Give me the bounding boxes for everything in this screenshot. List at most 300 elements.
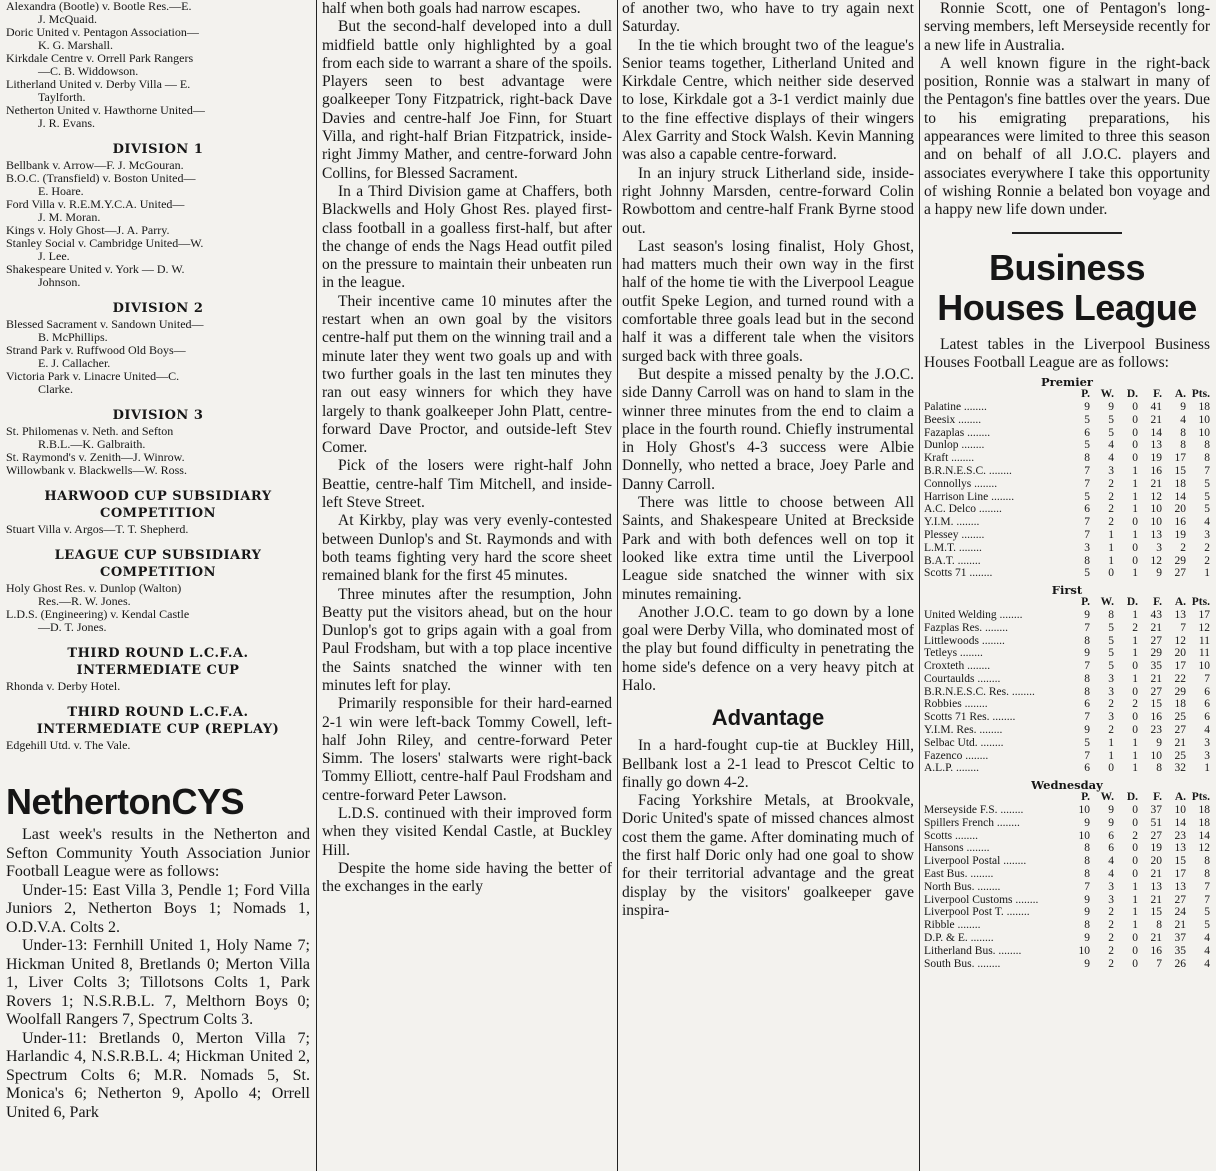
paragraph: of another two, who have to try again next Saturday. <box>622 0 914 36</box>
paragraph: Primarily responsible for their hard-earned 2-1 win were left-back Tommy Cowell, left-half John Riley, and centre-forward Peter Simm. The losers' stalwarts were right-back Tommy Elliott, centre-half Paul Frodsham and centre-forward Peter Lawson. <box>322 695 612 804</box>
table-cell: 27 <box>1150 634 1162 647</box>
team-name: Croxteth ........ <box>924 660 991 673</box>
paragraph: half when both goals had narrow escapes. <box>322 0 581 17</box>
table-cell: 10 <box>1078 829 1090 842</box>
table-cell: 5 <box>1084 736 1090 749</box>
fixture-line: Litherland United v. Derby Villa — E. <box>6 77 191 91</box>
table-cell: 7 <box>1204 893 1210 906</box>
league-cup-fixtures <box>6 582 310 634</box>
wednesday-table <box>924 791 1210 970</box>
table-cell: 6 <box>1084 698 1090 711</box>
fixture-line: L.D.S. (Engineering) v. Kendal Castle <box>6 607 190 621</box>
table-header-cell: A. <box>1174 791 1186 804</box>
paragraph: Their incentive came 10 minutes after the restart when an own goal by the visitors centre-half put them on the winning trail and a minute later they went two goals up and with two further goals in the last ten minutes they ran out easy winners for which they have largely to thank goalkeeper John Platt, centre-forward Dave Proctor, and outside-left Stev Comer. <box>322 292 612 457</box>
table-cell: 20 <box>1174 503 1186 516</box>
table-cell: 9 <box>1156 736 1162 749</box>
table-cell: 8 <box>1084 855 1090 868</box>
table-cell: 8 <box>1156 762 1162 775</box>
harwood-cup-subheading: COMPETITION <box>100 506 216 521</box>
table-cell: 1 <box>1108 749 1114 762</box>
column-fixtures <box>6 0 310 1171</box>
paragraph: There was little to choose between All Saints, and Shakespeare United at Breckside Park and with both defences well on top it looked like extra time until the Liverpool League side snatched the winner with six minutes remaining. <box>622 494 914 603</box>
team-name: Fazplas Res. ........ <box>924 621 1009 634</box>
team-name: Liverpool Postal ........ <box>924 855 1027 868</box>
fixture-line: B. McPhillips. <box>38 330 108 344</box>
fixture-line: Blessed Sacrament v. Sandown United— <box>6 317 204 331</box>
paragraph: But despite a missed penalty by the J.O.C. side Danny Carroll was on hand to slam in the winner three minutes from the end to claim a place in the fourth round. Chiefly instrumental in Holy Ghost's 4-3 success were Albie Donnelly, who netted a brace, Joey Parle and Danny Carroll. <box>622 365 914 493</box>
table-cell: 21 <box>1150 413 1162 426</box>
table-row <box>924 894 1210 907</box>
table-cell: 1 <box>1132 477 1138 490</box>
table-row <box>924 932 1210 945</box>
table-cell: 1 <box>1108 541 1114 554</box>
table-cell: 2 <box>1108 957 1114 970</box>
table-cell: 3 <box>1108 464 1114 477</box>
table-cell: 4 <box>1108 452 1114 465</box>
table-cell: 3 <box>1204 736 1210 749</box>
table-header-cell: A. <box>1174 388 1186 401</box>
table-cell: 27 <box>1150 685 1162 698</box>
table-header-cell: F. <box>1153 388 1162 401</box>
league-intro <box>924 336 1210 373</box>
table-cell: 35 <box>1174 944 1186 957</box>
table-cell: 8 <box>1084 634 1090 647</box>
table-cell: 0 <box>1132 816 1138 829</box>
table-cell: 7 <box>1084 711 1090 724</box>
table-cell: 2 <box>1108 698 1114 711</box>
table-cell: 5 <box>1204 919 1210 932</box>
paragraph: In an injury struck Litherland side, inside-right Johnny Marsden, centre-forward Colin Rowbottom and centre-half Frank Byrne stood out. <box>622 164 914 237</box>
fixture-line: St. Raymond's v. Zenith—J. Winrow. <box>6 450 185 464</box>
table-cell: 5 <box>1204 503 1210 516</box>
team-name: Hansons ........ <box>924 842 990 855</box>
team-name: Spillers French ........ <box>924 816 1020 829</box>
team-name: B.R.N.E.S.C. ........ <box>924 464 1012 477</box>
team-name: B.R.N.E.S.C. Res. ........ <box>924 685 1035 698</box>
table-cell: 0 <box>1132 932 1138 945</box>
table-cell: 0 <box>1132 439 1138 452</box>
table-row <box>924 478 1210 491</box>
table-cell: 7 <box>1084 880 1090 893</box>
table-cell: 2 <box>1108 724 1114 737</box>
table-row <box>924 516 1210 529</box>
third-round-subheading: INTERMEDIATE CUP <box>76 663 240 678</box>
table-header-cell: P. <box>1081 791 1090 804</box>
table-cell: 8 <box>1084 554 1090 567</box>
table-row <box>924 958 1210 971</box>
table-cell: 1 <box>1108 528 1114 541</box>
fixture-line: J. McQuaid. <box>38 12 97 26</box>
table-cell: 10 <box>1150 749 1162 762</box>
table-cell: 0 <box>1132 554 1138 567</box>
table-cell: 21 <box>1150 621 1162 634</box>
fixture-line: Res.—R. W. Jones. <box>38 594 131 608</box>
table-cell: 14 <box>1150 426 1162 439</box>
table-cell: 8 <box>1084 685 1090 698</box>
paragraph: Another J.O.C. team to go down by a lone goal were Derby Villa, who dominated most of the play but found difficulty in penetrating the home side's defence on a very heavy pitch at Halo. <box>622 603 914 694</box>
netherton-cys-results <box>6 826 310 1122</box>
table-cell: 3 <box>1156 541 1162 554</box>
table-cell: 0 <box>1132 868 1138 881</box>
table-cell: 1 <box>1132 893 1138 906</box>
table-row <box>924 945 1210 958</box>
fixture-line: Doric United v. Pentagon Association— <box>6 25 199 39</box>
table-cell: 27 <box>1150 829 1162 842</box>
paragraph: Last season's losing finalist, Holy Ghost, had matters much their own way in the first half of the home tie with the Liverpool League outfit Speke Legion, and turned round with a comfortable three goals lead but in the second half it was a different tale when the visitors surged back with three goals. <box>622 237 914 365</box>
paragraph: Three minutes after the resumption, John Beatty put the visitors ahead, but on the hour Dunlop's got to grips again with a goal from Paul Frodsham, but with a top place incentive the Saints snatched the winner with ten minutes left for play. <box>322 585 612 694</box>
table-cell: 0 <box>1132 685 1138 698</box>
fixture-line: K. G. Marshall. <box>38 38 113 52</box>
table-cell: 1 <box>1132 736 1138 749</box>
table-row <box>924 804 1210 817</box>
table-cell: 5 <box>1084 413 1090 426</box>
table-cell: 5 <box>1204 490 1210 503</box>
third-round-replay-subheading: INTERMEDIATE CUP (REPLAY) <box>36 722 280 737</box>
table-cell: 32 <box>1174 762 1186 775</box>
team-name: Selbac Utd. ........ <box>924 736 1004 749</box>
table-row <box>924 567 1210 580</box>
table-cell: 10 <box>1198 413 1210 426</box>
table-cell: 1 <box>1132 567 1138 580</box>
table-cell: 25 <box>1174 711 1186 724</box>
table-cell: 9 <box>1084 608 1090 621</box>
table-header-cell: F. <box>1153 596 1162 609</box>
table-row <box>924 529 1210 542</box>
table-cell: 3 <box>1108 685 1114 698</box>
table-cell: 5 <box>1108 634 1114 647</box>
table-cell: 2 <box>1132 829 1138 842</box>
fixture-line: Strand Park v. Ruffwood Old Boys— <box>6 343 186 357</box>
table-row <box>924 439 1210 452</box>
fixture-line: Willowbank v. Blackwells—W. Ross. <box>6 463 187 477</box>
table-cell: 10 <box>1150 503 1162 516</box>
table-cell: 8 <box>1084 672 1090 685</box>
business-houses-headline-2: Houses League <box>937 286 1197 328</box>
third-round-replay-fixtures <box>6 739 310 752</box>
team-name: East Bus. ........ <box>924 868 994 881</box>
table-cell: 9 <box>1084 816 1090 829</box>
cup-report-body <box>622 0 914 695</box>
table-cell: 1 <box>1132 608 1138 621</box>
table-cell: 13 <box>1174 608 1186 621</box>
table-row <box>924 401 1210 414</box>
table-cell: 3 <box>1204 749 1210 762</box>
division-3-fixtures <box>6 425 310 477</box>
paragraph: Ronnie Scott, one of Pentagon's long-serving members, left Merseyside recently for a new life in Australia. <box>924 0 1210 54</box>
paragraph: But the second-half developed into a dull midfield battle only highlighted by a goal from each side to warrant a share of the spoils. Players seen to best advantage were goalkeeper Tony Fitzpatrick, right-back Dave Davies and centre-half Joe Finn, for Stuart Villa, and right-half Brian Fitzpatrick, inside-right Jimmy Mather, and centre-forward John Collins, for Blessed Sacrament. <box>322 18 612 182</box>
paragraph: In the tie which brought two of the league's Senior teams together, Litherland United and Kirkdale Centre, which neither side deserved to lose, Kirkdale got a 3-1 verdict mainly due to the fine effective displays of their wingers Alex Garrity and Stock Walsh. Kevin Manning was also a capable centre-forward. <box>622 36 914 164</box>
team-name: United Welding ........ <box>924 608 1023 621</box>
table-cell: 14 <box>1174 490 1186 503</box>
table-header-cell: Pts. <box>1191 388 1210 401</box>
league-cup-heading: LEAGUE CUP SUBSIDIARY <box>54 548 262 563</box>
ronnie-scott-article <box>924 0 1210 220</box>
table-cell: 15 <box>1174 855 1186 868</box>
table-cell: 4 <box>1108 439 1114 452</box>
table-cell: 22 <box>1174 672 1186 685</box>
table-row <box>924 491 1210 504</box>
team-name: Connollys ........ <box>924 477 998 490</box>
table-cell: 3 <box>1108 711 1114 724</box>
business-houses-headline-1: Business <box>988 246 1146 288</box>
team-name: Merseyside F.S. ........ <box>924 804 1024 817</box>
table-cell: 2 <box>1108 516 1114 529</box>
section-rule <box>1012 232 1122 234</box>
table-cell: 10 <box>1078 804 1090 817</box>
team-name: Courtaulds ........ <box>924 672 1001 685</box>
table-row <box>924 660 1210 673</box>
table-cell: 4 <box>1204 724 1210 737</box>
table-cell: 8 <box>1084 919 1090 932</box>
table-cell: 4 <box>1204 516 1210 529</box>
table-cell: 23 <box>1150 724 1162 737</box>
table-cell: 5 <box>1108 426 1114 439</box>
team-name: Littlewoods ........ <box>924 634 1005 647</box>
table-header-cell: F. <box>1153 791 1162 804</box>
table-row <box>924 555 1210 568</box>
table-cell: 0 <box>1132 804 1138 817</box>
table-cell: 9 <box>1108 816 1114 829</box>
table-cell: 43 <box>1150 608 1162 621</box>
table-cell: 8 <box>1084 842 1090 855</box>
team-name: Palatine ........ <box>924 400 987 413</box>
table-cell: 51 <box>1150 816 1162 829</box>
team-name: North Bus. ........ <box>924 880 1001 893</box>
table-cell: 12 <box>1150 554 1162 567</box>
fixtures-top <box>6 0 310 130</box>
column-divider <box>316 0 317 1171</box>
league-cup-subheading: COMPETITION <box>100 565 216 580</box>
team-name: Harrison Line ........ <box>924 490 1015 503</box>
table-cell: 2 <box>1204 541 1210 554</box>
table-cell: 2 <box>1108 944 1114 957</box>
table-cell: 10 <box>1174 804 1186 817</box>
table-cell: 7 <box>1084 464 1090 477</box>
team-name: Kraft ........ <box>924 452 975 465</box>
paragraph: A well known figure in the right-back position, Ronnie was a stalwart in many of the Pentagon's fine battles over the years. Due to his emigrating preparations, his appearances were limited to three this season and on behalf of all J.O.C. players and associates everywhere I take this opportunity of wishing Ronnie a belated bon voyage and a happy new life down under. <box>924 54 1210 219</box>
table-cell: 0 <box>1132 413 1138 426</box>
netherton-cys-headline: NethertonCYS <box>6 781 245 822</box>
table-cell: 0 <box>1132 855 1138 868</box>
table-row <box>924 750 1210 763</box>
table-cell: 0 <box>1132 541 1138 554</box>
table-row <box>924 503 1210 516</box>
table-cell: 8 <box>1084 868 1090 881</box>
table-header-cell: D. <box>1126 388 1138 401</box>
table-cell: 37 <box>1150 804 1162 817</box>
table-cell: 7 <box>1156 957 1162 970</box>
table-cell: 21 <box>1150 932 1162 945</box>
table-cell: 37 <box>1174 932 1186 945</box>
third-round-fixtures <box>6 680 310 693</box>
table-cell: 2 <box>1108 477 1114 490</box>
table-cell: 2 <box>1108 919 1114 932</box>
table-cell: 19 <box>1174 528 1186 541</box>
table-cell: 23 <box>1174 829 1186 842</box>
table-cell: 4 <box>1108 855 1114 868</box>
table-header-cell: W. <box>1100 388 1114 401</box>
fixture-line: Johnson. <box>38 275 81 289</box>
table-cell: 10 <box>1150 516 1162 529</box>
table-cell: 7 <box>1204 464 1210 477</box>
column-match-report <box>322 0 612 1171</box>
table-cell: 21 <box>1174 919 1186 932</box>
table-row <box>924 868 1210 881</box>
table-cell: 0 <box>1132 724 1138 737</box>
division-3-heading: DIVISION 3 <box>112 408 204 423</box>
table-row <box>924 906 1210 919</box>
column-business-houses <box>924 0 1210 1171</box>
table-cell: 1 <box>1204 762 1210 775</box>
table-cell: 8 <box>1156 919 1162 932</box>
fixture-line: Stanley Social v. Cambridge United—W. <box>6 236 204 250</box>
table-cell: 41 <box>1150 400 1162 413</box>
team-name: Y.I.M. ........ <box>924 516 980 529</box>
team-name: B.A.T. ........ <box>924 554 981 567</box>
table-cell: 0 <box>1108 567 1114 580</box>
paragraph: At Kirkby, play was very evenly-contested between Dunlop's and St. Raymonds and with both teams fighting very hard the score sheet remained blank for the first 45 minutes. <box>322 512 612 585</box>
table-cell: 3 <box>1108 880 1114 893</box>
table-header-cell: D. <box>1126 596 1138 609</box>
table-cell: 2 <box>1108 932 1114 945</box>
table-cell: 27 <box>1174 567 1186 580</box>
table-cell: 3 <box>1084 541 1090 554</box>
fixture-line: —D. T. Jones. <box>38 620 107 634</box>
table-cell: 17 <box>1174 452 1186 465</box>
team-name: Tetleys ........ <box>924 647 983 660</box>
table-cell: 17 <box>1174 868 1186 881</box>
fixture-line: Stuart Villa v. Argos—T. T. Shepherd. <box>6 522 189 536</box>
table-cell: 13 <box>1150 528 1162 541</box>
team-name: Liverpool Customs ........ <box>924 893 1039 906</box>
column-divider <box>919 0 920 1171</box>
table-cell: 16 <box>1150 711 1162 724</box>
table-cell: 35 <box>1150 660 1162 673</box>
paragraph: L.D.S. continued with their improved form when they visited Kendal Castle, at Buckley Hill. <box>322 805 612 859</box>
fixture-line: Victoria Park v. Linacre United—C. <box>6 369 180 383</box>
table-cell: 1 <box>1132 762 1138 775</box>
fixture-line: Holy Ghost Res. v. Dunlop (Walton) <box>6 581 182 595</box>
first-table-title: First <box>1051 583 1083 598</box>
table-cell: 18 <box>1198 804 1210 817</box>
match-report-body <box>322 0 612 897</box>
team-name: Dunlop ........ <box>924 439 985 452</box>
table-cell: 29 <box>1174 554 1186 567</box>
table-row <box>924 817 1210 830</box>
table-cell: 8 <box>1180 439 1186 452</box>
table-cell: 1 <box>1108 736 1114 749</box>
table-cell: 21 <box>1150 893 1162 906</box>
table-row <box>924 830 1210 843</box>
third-round-replay-heading: THIRD ROUND L.C.F.A. <box>67 705 249 720</box>
table-row <box>924 452 1210 465</box>
table-cell: 0 <box>1132 426 1138 439</box>
team-name: Liverpool Post T. ........ <box>924 906 1030 919</box>
league-intro-text: Latest tables in the Liverpool Business Houses Football League are as follows: <box>924 335 1210 371</box>
table-cell: 8 <box>1204 452 1210 465</box>
team-name: Scotts ........ <box>924 829 978 842</box>
table-cell: 14 <box>1198 829 1210 842</box>
fixture-line: E. J. Callacher. <box>38 356 111 370</box>
table-cell: 6 <box>1084 503 1090 516</box>
table-cell: 10 <box>1198 660 1210 673</box>
paragraph: Facing Yorkshire Metals, at Brookvale, Doric United's spate of missed chances almost cost them the game. After dominating much of the first half Doric only had one goal to show for their territorial advantage and the great display by the visitors' goalkeeper gave inspira- <box>622 792 914 919</box>
table-cell: 6 <box>1108 842 1114 855</box>
table-cell: 9 <box>1084 647 1090 660</box>
table-cell: 29 <box>1174 685 1186 698</box>
table-header-blank <box>924 388 1066 401</box>
table-cell: 5 <box>1204 906 1210 919</box>
table-cell: 10 <box>1198 426 1210 439</box>
table-cell: 8 <box>1204 855 1210 868</box>
team-name: Robbies ........ <box>924 698 988 711</box>
table-cell: 18 <box>1198 816 1210 829</box>
table-cell: 0 <box>1132 516 1138 529</box>
paragraph: In a hard-fought cup-tie at Buckley Hill, Bellbank lost a 2-1 lead to Prescot Celtic to finally go down 4-2. <box>622 737 914 791</box>
table-cell: 1 <box>1204 567 1210 580</box>
table-cell: 27 <box>1174 724 1186 737</box>
table-cell: 12 <box>1198 842 1210 855</box>
table-cell: 4 <box>1204 932 1210 945</box>
table-header-row <box>924 388 1210 401</box>
table-row <box>924 622 1210 635</box>
fixture-line: Shakespeare United v. York — D. W. <box>6 262 185 276</box>
division-2-heading: DIVISION 2 <box>112 301 204 316</box>
first-table <box>924 596 1210 775</box>
table-cell: 24 <box>1174 906 1186 919</box>
table-cell: 2 <box>1132 621 1138 634</box>
fixture-line: J. Lee. <box>38 249 70 263</box>
table-cell: 17 <box>1174 660 1186 673</box>
table-cell: 8 <box>1204 439 1210 452</box>
team-name: Scotts 71 ........ <box>924 567 993 580</box>
table-cell: 5 <box>1108 621 1114 634</box>
table-cell: 5 <box>1204 477 1210 490</box>
table-cell: 6 <box>1204 711 1210 724</box>
fixture-line: Clarke. <box>38 382 73 396</box>
team-name: Scotts 71 Res. ........ <box>924 711 1016 724</box>
table-row <box>924 737 1210 750</box>
table-cell: 27 <box>1174 893 1186 906</box>
table-cell: 21 <box>1150 477 1162 490</box>
fixture-line: Alexandra (Bootle) v. Bootle Res.—E. <box>6 0 192 13</box>
fixture-line: Ford Villa v. R.E.M.Y.C.A. United— <box>6 197 185 211</box>
table-row <box>924 919 1210 932</box>
table-cell: 7 <box>1204 672 1210 685</box>
table-cell: 7 <box>1084 516 1090 529</box>
table-cell: 1 <box>1132 647 1138 660</box>
table-cell: 13 <box>1150 880 1162 893</box>
column-divider <box>617 0 618 1171</box>
team-name: L.M.T. ........ <box>924 541 982 554</box>
table-cell: 18 <box>1174 698 1186 711</box>
fixture-line: Taylforth. <box>38 90 86 104</box>
table-cell: 25 <box>1174 749 1186 762</box>
table-cell: 29 <box>1150 647 1162 660</box>
table-cell: 4 <box>1180 413 1186 426</box>
table-header-cell: D. <box>1126 791 1138 804</box>
table-cell: 0 <box>1108 762 1114 775</box>
table-row <box>924 427 1210 440</box>
table-row <box>924 414 1210 427</box>
table-cell: 11 <box>1198 634 1210 647</box>
table-cell: 16 <box>1174 516 1186 529</box>
table-cell: 0 <box>1132 957 1138 970</box>
table-row <box>924 698 1210 711</box>
table-cell: 0 <box>1132 711 1138 724</box>
third-round-heading: THIRD ROUND L.C.F.A. <box>67 646 249 661</box>
fixture-line: Netherton United v. Hawthorne United— <box>6 103 205 117</box>
